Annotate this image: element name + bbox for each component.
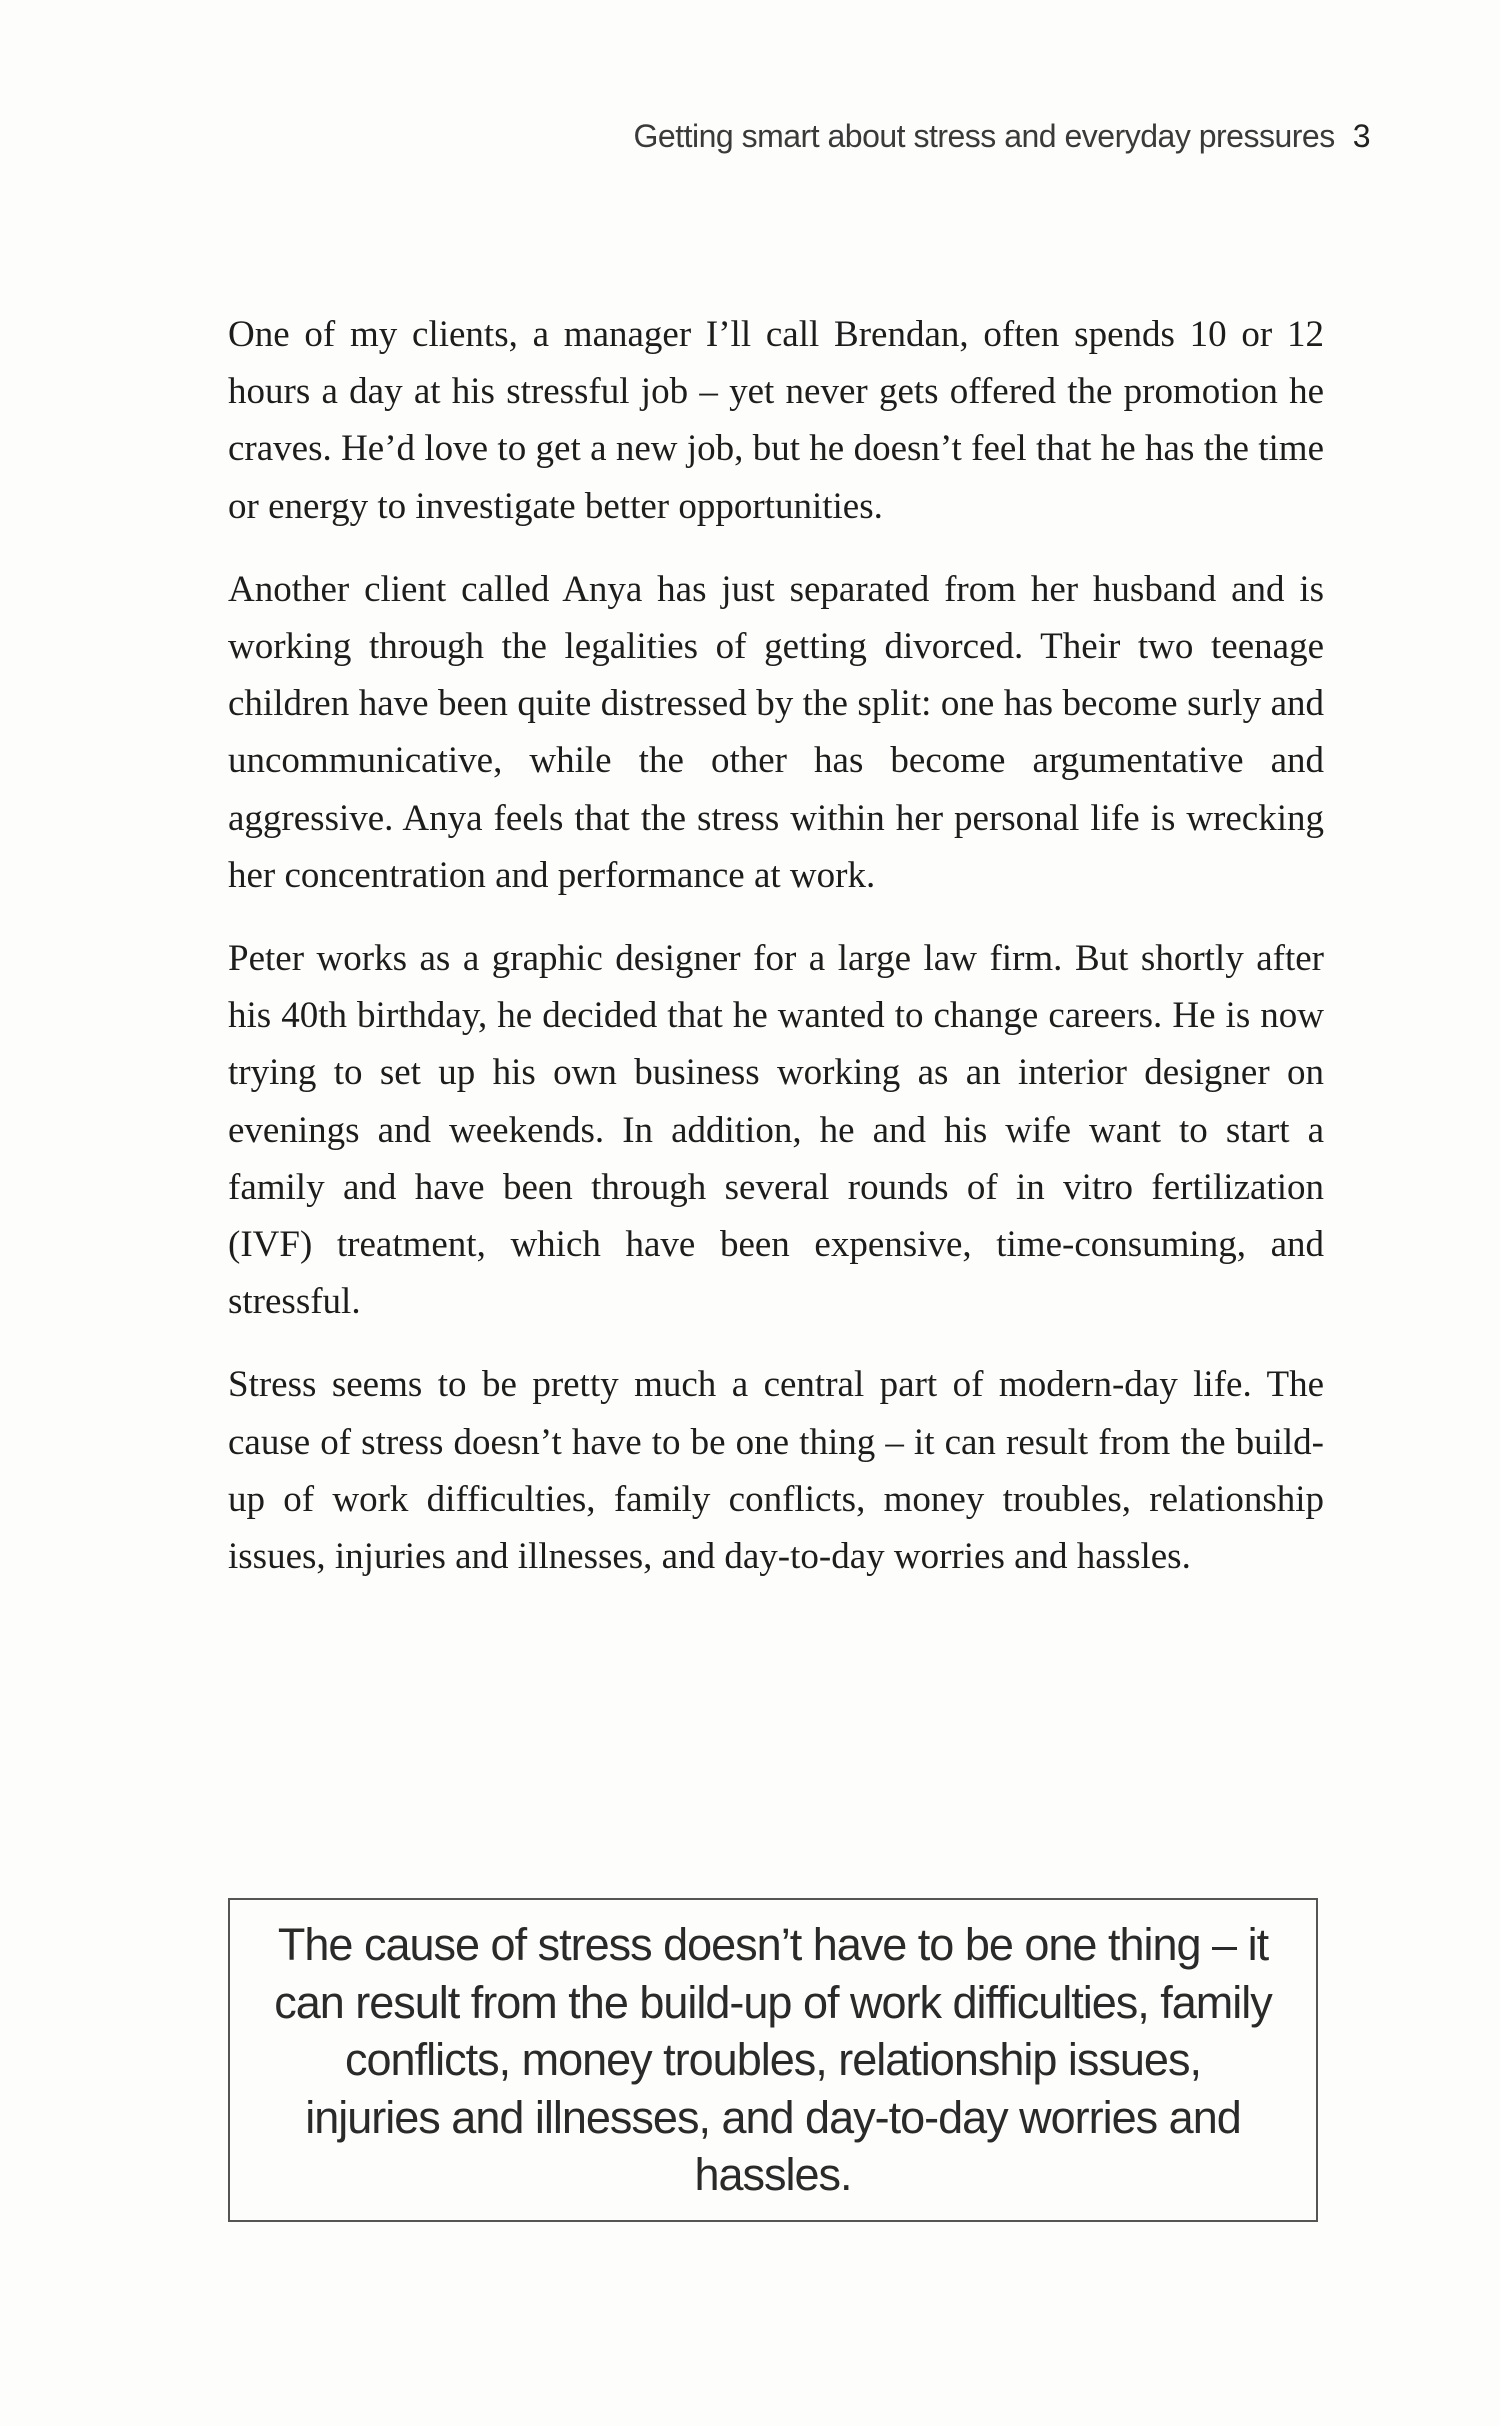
- page-number: 3: [1352, 118, 1370, 154]
- pull-quote-box: [228, 1898, 1318, 2222]
- running-title: Getting smart about stress and everyday pressures: [633, 118, 1335, 154]
- paragraph-peter: Peter works as a graphic designer for a large law firm. But shortly after his 40th birthday, he decided that he wanted to change careers. He is now trying to set up his own business working as an interior designer on evenings and weekends. In addition, he and his wife want to start a family and have been through several rounds of in vitro fertilization (IVF) treatment, which have been expensive, time-consuming, and stressful.: [228, 938, 1324, 1323]
- paragraph-anya: Another client called Anya has just separated from her husband and is working through the legalities of getting divorced. Their two teenage children have been quite distressed by the split: one has become surly and uncommunicative, while the other has become argumentative and aggressive. Anya feels that the stress within her personal life is wrecking her concentration and performance at work.: [228, 568, 1324, 896]
- body-text: [228, 306, 1324, 1611]
- paragraph-brendan: One of my clients, a manager I’ll call Brendan, often spends 10 or 12 hours a day at his stressful job – yet never gets offered the promotion he craves. He’d love to get a new job, but he doesn’t feel that he has the time or energy to investigate better opportunities.: [228, 314, 1324, 527]
- running-header: [634, 118, 1370, 155]
- paragraph-stress-summary: Stress seems to be pretty much a central part of modern-day life. The cause of stress doesn’t have to be one thing – it can result from the build-up of work difficulties, family conflicts, money troubles, relationship issues, injuries and illnesses, and day-to-day worries and hassles.: [228, 1364, 1324, 1578]
- pull-quote-text: The cause of stress doesn’t have to be one thing – it can result from the build-up of work difficulties, family conflicts, money troubles, relationship issues, injuries and illnesses, and day-to-day worries and hassles.: [274, 1919, 1272, 2201]
